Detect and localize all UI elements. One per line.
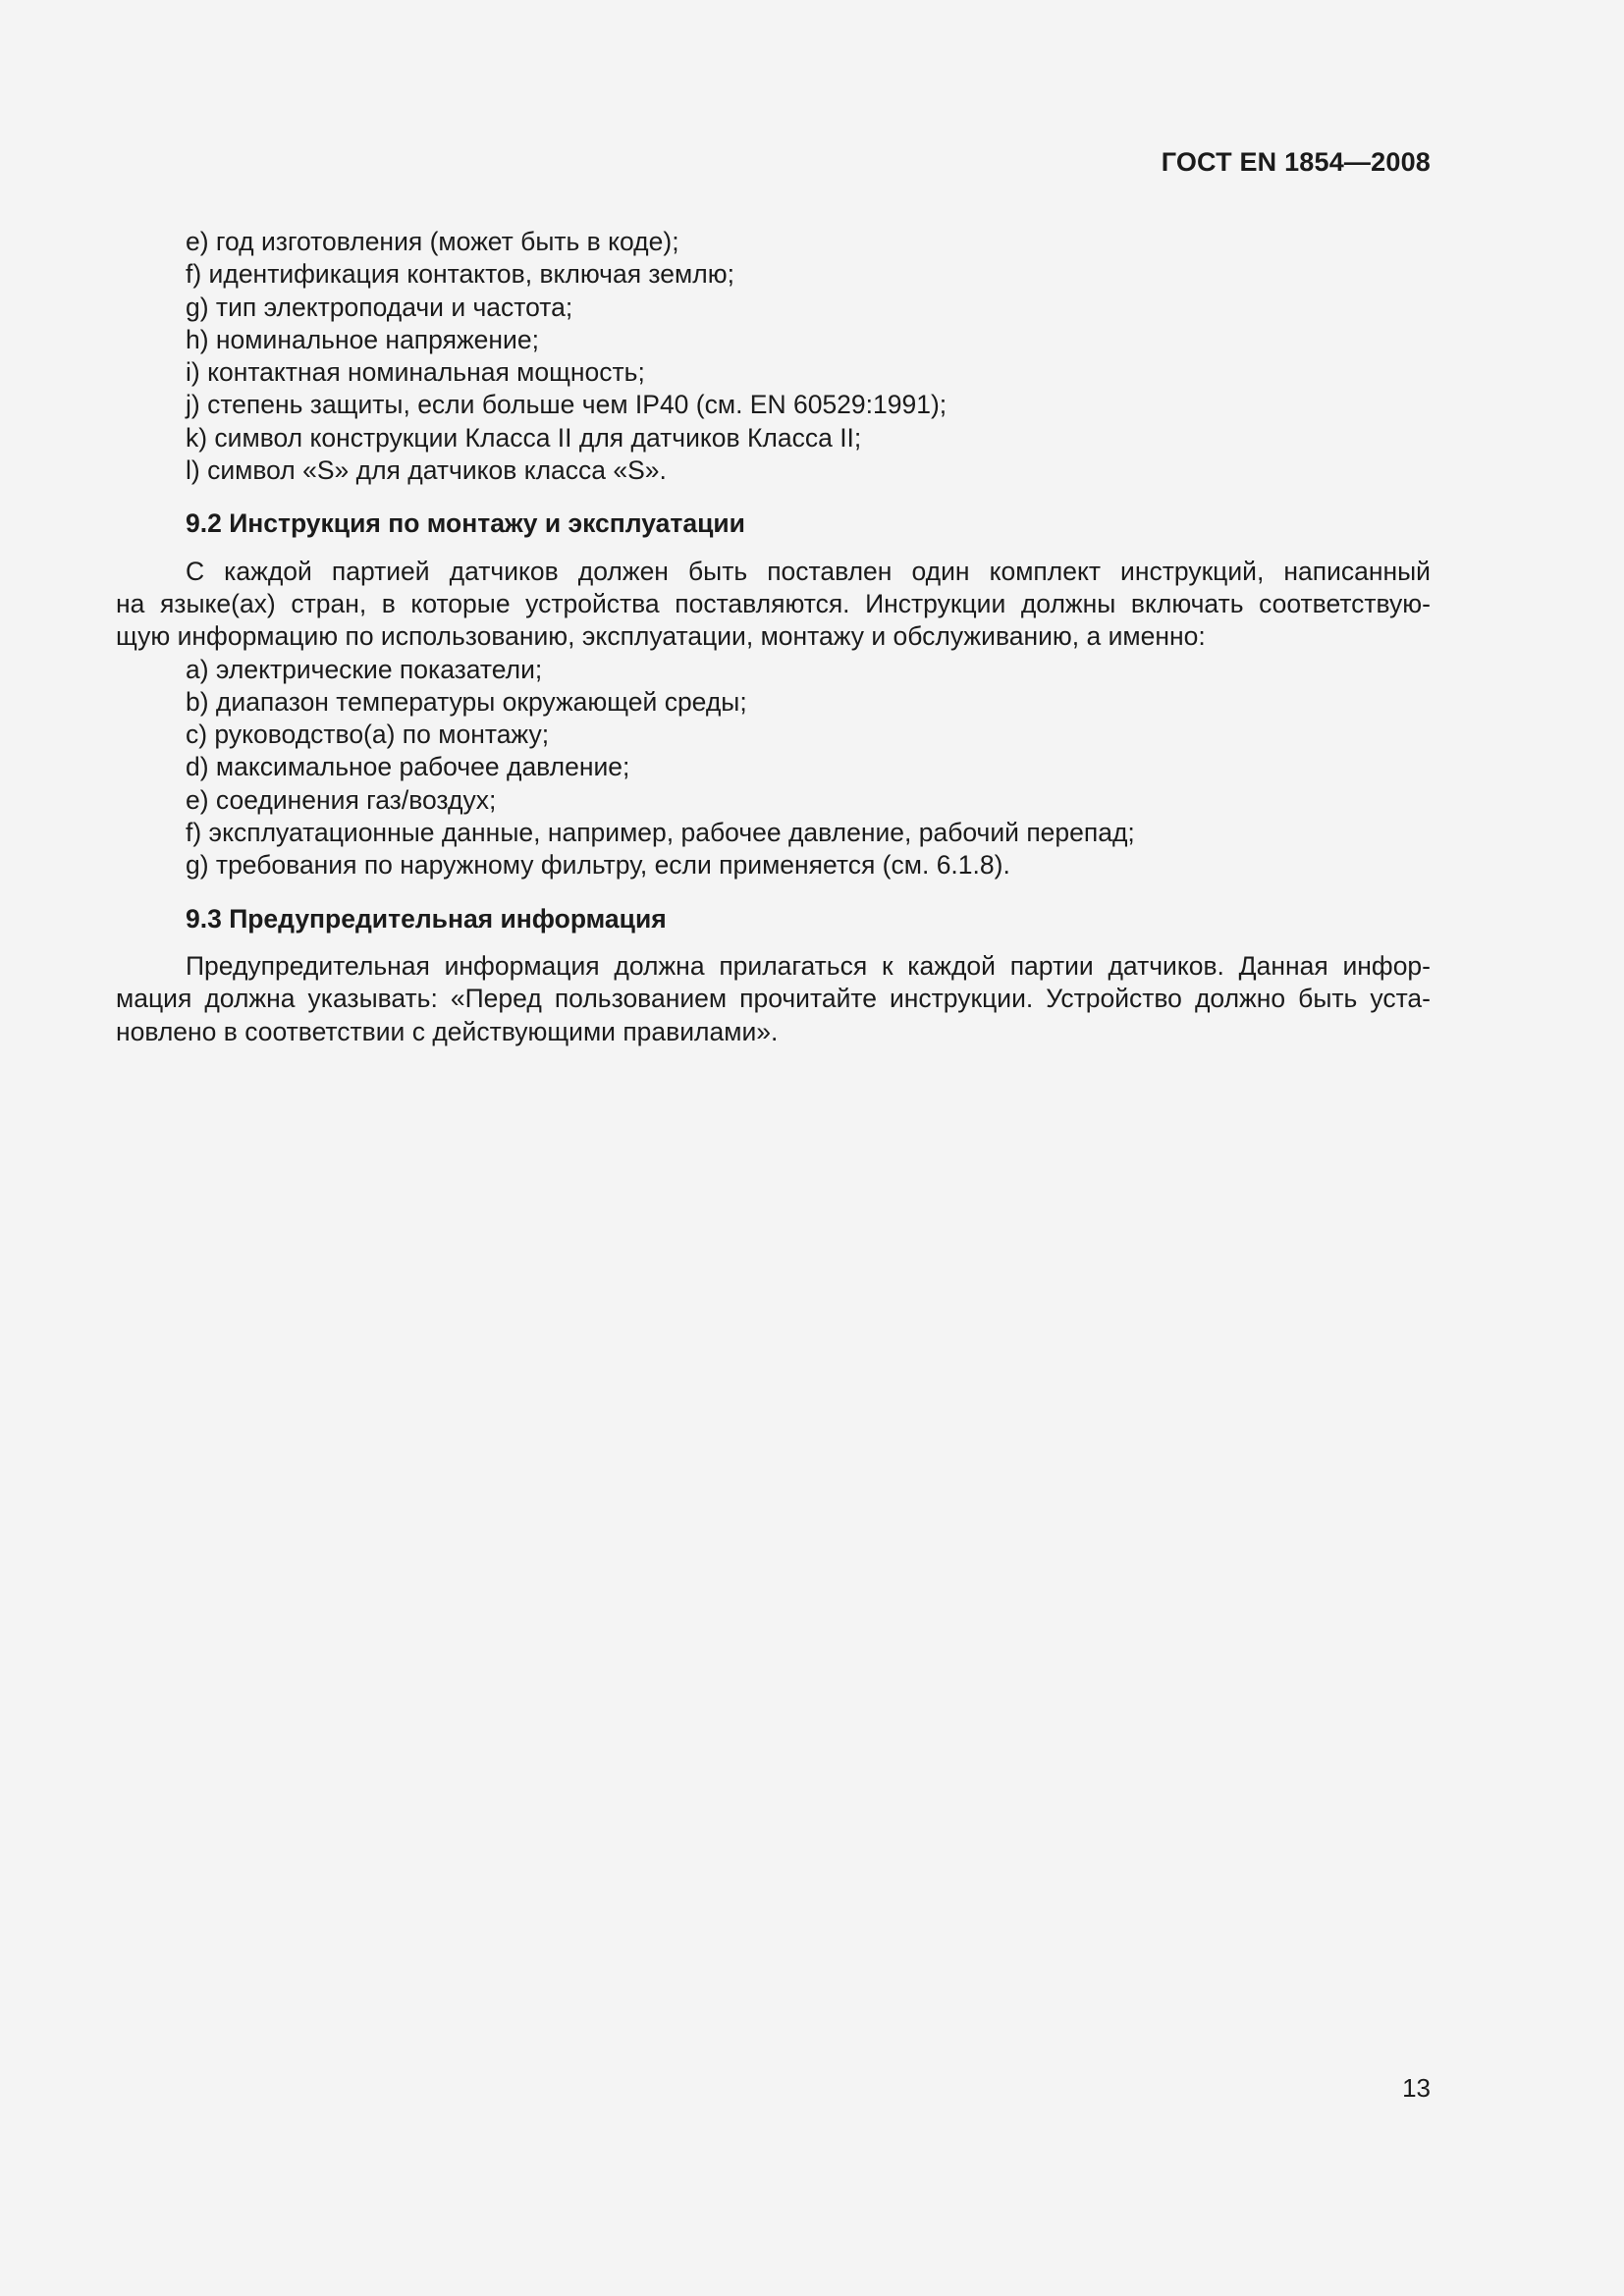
list-item: b) диапазон температуры окружающей среды; [186,686,747,717]
list-item: h) номинальное напряжение; [186,324,539,354]
list-item: i) контактная номинальная мощность; [186,357,645,388]
section-9-3-paragraph [116,950,1431,1048]
section-heading-9-2: 9.2 Инструкция по монтажу и эксплуатации [186,508,745,539]
list-item: g) требования по наружному фильтру, если применяется (см. 6.1.8). [186,850,1010,881]
section-heading-9-3: 9.3 Предупредительная информация [186,903,667,934]
section-9-2-list [116,654,1431,882]
list-item: а) электрические показатели; [186,654,543,684]
list-item: j) степень защиты, если больше чем IP40 (см. EN 60529:1991); [186,390,947,420]
paragraph-line: новлено в соответствии с действующими правилами». [116,1016,779,1046]
list-item: f) эксплуатационные данные, например, рабочее давление, рабочий перепад; [186,818,1135,848]
requirements-list-continued [116,226,1431,487]
list-item: l) символ «S» для датчиков класса «S». [186,455,667,486]
paragraph-line: Предупредительная информация должна прилагаться к каждой партии датчиков. Данная инфор- [186,950,1431,981]
document-body [116,226,1431,1048]
list-item: d) максимальное рабочее давление; [186,752,630,782]
list-item: е) год изготовления (может быть в коде); [186,227,679,256]
document-header: ГОСТ EN 1854—2008 [1161,147,1431,177]
list-item: с) руководство(а) по монтажу; [186,720,550,750]
page-number: 13 [1402,2073,1431,2103]
list-item: е) соединения газ/воздух; [186,784,497,815]
list-item: k) символ конструкции Класса II для датчиков Класса II; [186,422,862,453]
section-9-2-paragraph [116,556,1431,654]
list-item: f) идентификация контактов, включая землю; [186,259,734,290]
list-item: g) тип электроподачи и частота; [186,292,573,322]
paragraph-line: на языке(ах) стран, в которые устройства поставляются. Инструкции должны включать соответствую- [116,588,1431,618]
paragraph-line: мация должна указывать: «Перед пользованием прочитайте инструкции. Устройство должно быть уста- [116,984,1431,1014]
paragraph-line: С каждой партией датчиков должен быть поставлен один комплект инструкций, написанный [186,556,1431,586]
paragraph-line: щую информацию по использованию, эксплуатации, монтажу и обслуживанию, а именно: [116,621,1206,652]
